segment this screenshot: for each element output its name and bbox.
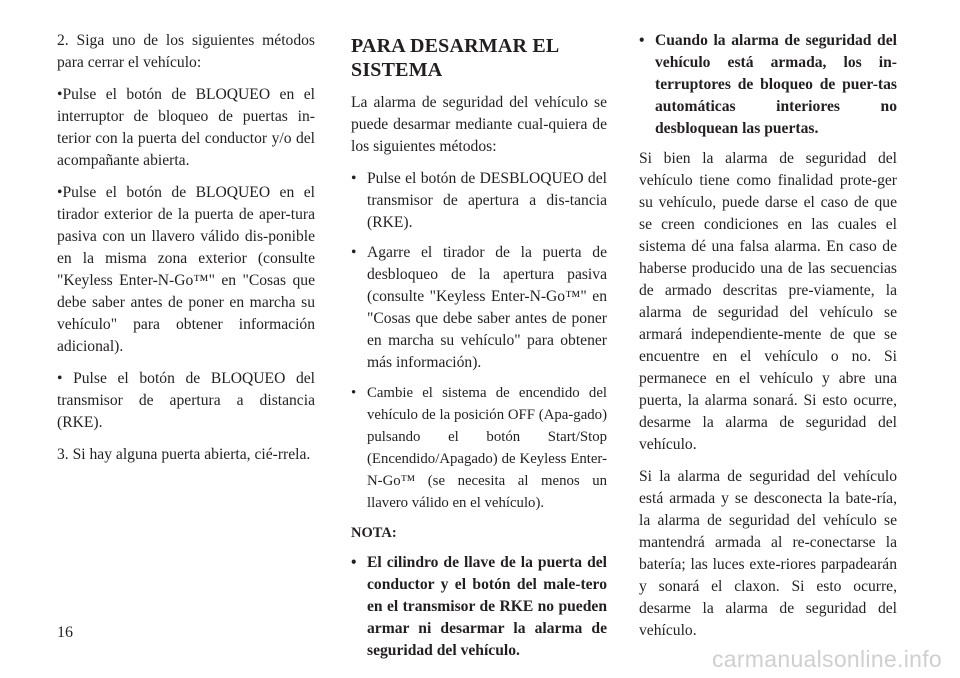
note-list bbox=[351, 552, 607, 662]
disarm-methods-list bbox=[351, 168, 607, 514]
bullet-icon: • bbox=[351, 554, 357, 571]
note-item: • Cuando la alarma de seguridad del vehículo está armada, los in-terruptores de bloqueo de puer-tas automáticas interiores no desbloquean las puertas. bbox=[639, 32, 897, 137]
note-item: • El cilindro de llave de la puerta del conductor y el botón del male-tero en el transmisor de RKE no pueden armar ni desarmar la alarma de seguridad del vehículo. bbox=[351, 554, 607, 659]
false-alarm-paragraph: Si bien la alarma de seguridad del vehículo tiene como finalidad prote-ger su vehículo, puede darse el caso de que se creen condiciones en las cuales el sistema dé una falsa alarma. En caso de haberse producido una de las secuencias de armado descritas pre-viamente, la alarma de seguridad del vehículo se armará independiente-mente de que se encuentre en el vehículo o no. Si permanece en el vehículo y abre una puerta, la alarma sonará. Si esto ocurre, desarme la alarma de seguridad del vehículo. bbox=[639, 150, 897, 453]
method-interior-switch: •Pulse el botón de BLOQUEO en el interruptor de bloqueo de puertas in-terior con la puerta del conductor y/o del acompañante abierta. bbox=[57, 86, 315, 169]
note-label: NOTA: bbox=[351, 525, 397, 541]
bullet-icon: • bbox=[351, 170, 357, 187]
column-left bbox=[57, 30, 315, 476]
battery-paragraph: Si la alarma de seguridad del vehículo está armada y se desconecta la bate-ría, la alarma de seguridad del vehículo se mantendrá armada al re-conectarse la batería; las luces exte-riores parpadearán y sonará el claxon. Si esto ocurre, desarme la alarma de seguridad del vehículo. bbox=[639, 468, 897, 639]
page-number: 16 bbox=[57, 624, 73, 641]
bullet-icon: • bbox=[639, 32, 645, 49]
section-heading: PARA DESARMAR EL SISTEMA bbox=[351, 35, 559, 81]
bullet-icon: • bbox=[351, 385, 357, 401]
method-exterior-handle: •Pulse el botón de BLOQUEO en el tirador exterior de la puerta de aper-tura pasiva con un llavero válido dis-ponible en la misma zona exterior (consulte "Keyless Enter-N-Go™" en "Cosas que debe saber antes de poner en marcha su vehículo" para obtener información adicional). bbox=[57, 184, 315, 355]
disarm-intro: La alarma de seguridad del vehículo se puede desarmar mediante cual-quiera de los siguientes métodos: bbox=[351, 94, 607, 155]
method-rke-lock: • Pulse el botón de BLOQUEO del transmisor de apertura a distancia (RKE). bbox=[57, 370, 315, 431]
list-item: • Cambie el sistema de encendido del vehículo de la posición OFF (Apa-gado) pulsando el botón Start/Stop (Encendido/Apagado) de Keyless Enter-N-Go™ (se necesita al menos un llavero válido en el vehículo). bbox=[351, 382, 607, 514]
column-right bbox=[639, 30, 897, 652]
step-2-text: 2. Siga uno de los siguientes métodos para cerrar el vehículo: bbox=[57, 32, 315, 71]
column-middle bbox=[351, 30, 607, 670]
bullet-icon: • bbox=[351, 244, 357, 261]
step-3-text: 3. Si hay alguna puerta abierta, cié-rrela. bbox=[57, 446, 311, 463]
watermark: carmanualsonline.info bbox=[711, 646, 942, 672]
list-item: • Agarre el tirador de la puerta de desbloqueo de la apertura pasiva (consulte "Keyless Enter-N-Go™" en "Cosas que debe saber antes de poner en marcha su vehículo" para obtener más información). bbox=[351, 244, 607, 371]
note-list-continued bbox=[639, 30, 897, 140]
list-item: • Pulse el botón de DESBLOQUEO del transmisor de apertura a dis-tancia (RKE). bbox=[351, 170, 607, 231]
